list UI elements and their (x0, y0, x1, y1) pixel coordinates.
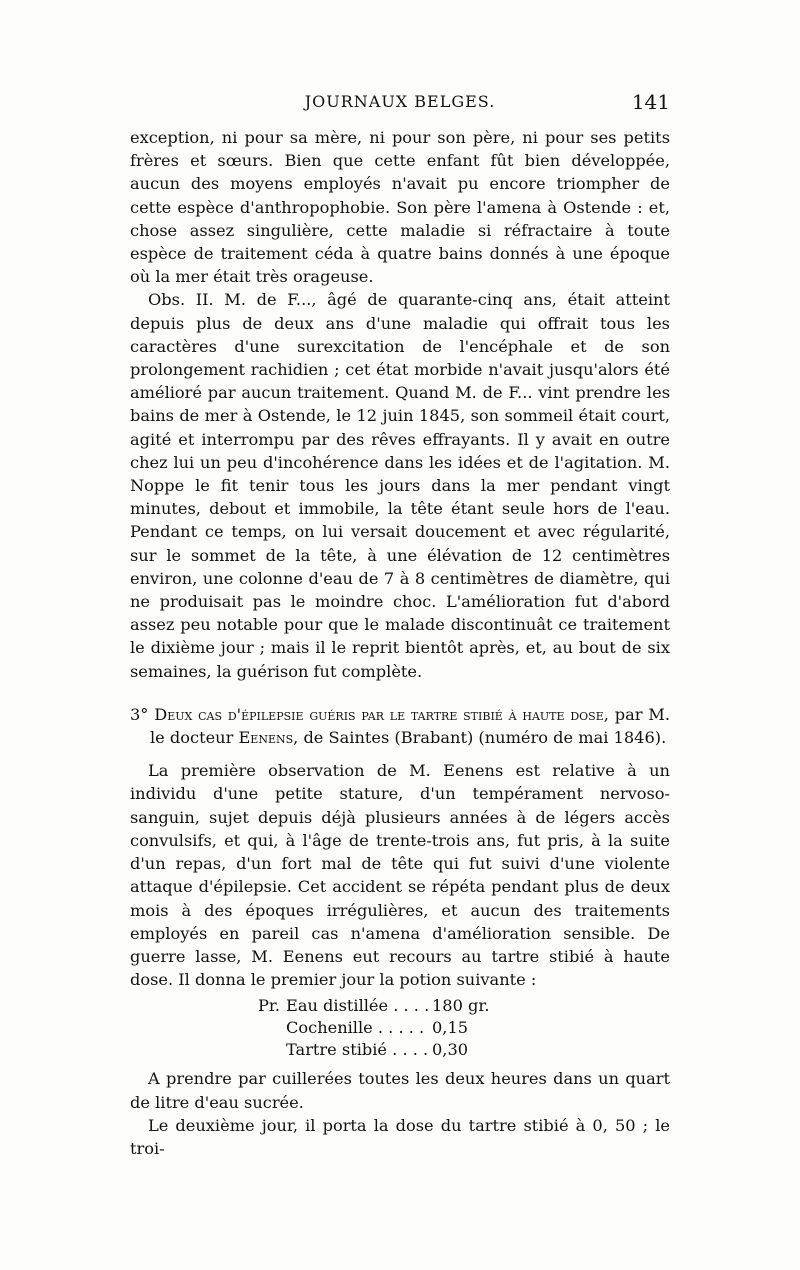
prescription-ingredient: Eau distillée . . . . (286, 996, 430, 1016)
prescription-prefix (130, 1039, 286, 1061)
prescription-row (130, 1017, 670, 1039)
prescription-ingredient: Cochenille . . . . . (286, 1018, 425, 1038)
paragraph-observation: La première observation de M. Eenens est relative à un individu d'une petite stature, d'un tempérament nervoso-sanguin, sujet depuis déjà plusieurs années à de légers accès convulsifs, et qui, à l'âge de trente-trois ans, fut pris, à la suite d'un repas, d'un fort mal de tête qui fut suivi d'une violente attaque d'épilepsie. Cet accident se répéta pendant plus de deux mois à des époques irrégulières, et aucun des traitements employés en pareil cas n'amena d'amélioration sensible. De guerre lasse, M. Eenens eut recours au tartre stibié à haute dose. Il donna le premier jour la potion suivante : (130, 761, 670, 990)
paragraph-obs-2: Obs. II. M. de F..., âgé de quarante-cinq ans, était atteint depuis plus de deux ans d'une maladie qui offrait tous les caractères d'une surexcitation de l'encéphale et de son prolongement rachidien ; cet état morbide n'avait jusqu'alors été amélioré par aucun traitement. Quand M. de F... vint prendre les bains de mer à Ostende, le 12 juin 1845, son sommeil était court, agité et interrompu par des rêves effrayants. Il y avait en outre chez lui un peu d'incohérence dans les idées et de l'agitation. M. Noppe le fit tenir tous les jours dans la mer pendant vingt minutes, debout et immobile, la tête étant seule hors de l'eau. Pendant ce temps, on lui versait doucement et avec régularité, sur le sommet de la tête, à une élévation de 12 centimètres environ, une colonne d'eau de 7 à 8 centimètres de diamètre, qui ne produisait pas le moindre choc. L'amélioration fut d'abord assez peu notable pour que le malade discontinuât ce traitement le dixième jour ; mais il le reprit bientôt après, et, au bout de six semaines, la guérison fut complète. (130, 290, 670, 681)
prescription-ingredient: Tartre stibié . . . . (286, 1040, 429, 1060)
paragraph-1: exception, ni pour sa mère, ni pour son père, ni pour ses petits frères et sœurs. Bien que cette enfant fût bien développée, aucun des moyens employés n'avait pu encore triompher de cette espèce d'anthropophobie. Son père l'amena à Ostende : et, chose assez singulière, cette maladie si réfractaire à toute espèce de traitement céda à quatre bains donnés à une époque où la mer était très orageuse. (130, 128, 670, 287)
section-source: , de Saintes (Brabant) (numéro de mai 1846). (293, 728, 667, 748)
prescription-quantity: 0,15 (432, 1018, 469, 1038)
page-number: 141 (631, 90, 670, 114)
paragraph-continuation: Le deuxième jour, il porta la dose du tartre stibié à 0, 50 ; le troi- (130, 1115, 670, 1158)
prescription-row (130, 995, 670, 1017)
page-body (130, 126, 670, 1160)
prescription (130, 995, 670, 1061)
running-title: JOURNAUX BELGES. (304, 92, 496, 111)
prescription-prefix: Pr. (258, 996, 280, 1016)
prescription-row (130, 1039, 670, 1061)
section-title: Deux cas d'épilepsie guéris par le tartre stibié à haute dose, (154, 704, 609, 724)
section-heading (130, 703, 670, 749)
paragraph-dosage: A prendre par cuillerées toutes les deux heures dans un quart de litre d'eau sucrée. (130, 1069, 670, 1112)
section-number: 3° (130, 704, 149, 724)
prescription-prefix (130, 1017, 286, 1039)
section-byline: par M. le docteur (150, 704, 670, 748)
prescription-quantity: 0,30 (432, 1040, 469, 1060)
prescription-quantity: 180 gr. (432, 996, 490, 1016)
section-author: Eenens (238, 728, 294, 748)
page-header (130, 90, 670, 120)
